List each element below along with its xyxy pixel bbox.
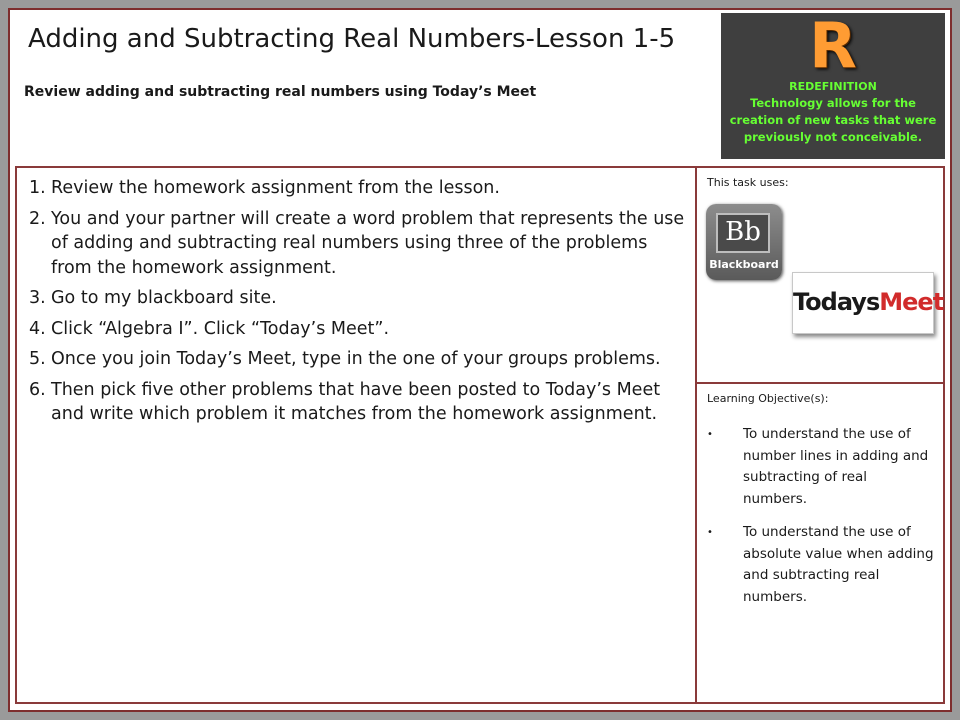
step-text: Click “Algebra I”. Click “Today’s Meet”.: [51, 318, 390, 339]
list-item: [29, 317, 689, 342]
badge-level: REDEFINITION: [789, 80, 877, 93]
bullet-icon: •: [707, 429, 713, 440]
tools-box: [695, 166, 945, 384]
todaysmeet-part1: Todays: [793, 288, 880, 316]
badge-letter: R: [809, 9, 857, 82]
list-item: [707, 522, 935, 608]
objectives-list: [707, 424, 935, 620]
page-title: Adding and Subtracting Real Numbers-Lesson 1-5: [28, 24, 676, 54]
step-number: 3.: [29, 288, 46, 308]
todaysmeet-logo-icon: [792, 272, 944, 334]
step-text: Then pick five other problems that have been posted to Today’s Meet and write which problem it matches from the homework assignment.: [51, 379, 661, 424]
todaysmeet-part2: Meet: [879, 288, 944, 316]
step-text: You and your partner will create a word problem that represents the use of adding and subtracting real numbers using three of the problems from the homework assignment.: [51, 208, 685, 278]
list-item: [707, 424, 935, 510]
bullet-icon: •: [707, 527, 713, 538]
objective-text: To understand the use of number lines in adding and subtracting of real numbers.: [743, 426, 929, 507]
step-number: 6.: [29, 379, 46, 400]
badge-description: Technology allows for the creation of new tasks that were previously not conceivable.: [729, 96, 937, 144]
step-text: Once you join Today’s Meet, type in the one of your groups problems.: [51, 349, 661, 369]
blackboard-logo-icon: [706, 204, 782, 280]
step-text: Go to my blackboard site.: [51, 288, 277, 308]
instructions-box: [15, 166, 697, 704]
list-item: [29, 286, 689, 311]
list-item: [29, 347, 689, 372]
blackboard-word: Blackboard: [709, 258, 779, 271]
blackboard-letters: Bb: [725, 217, 761, 247]
list-item: [29, 176, 689, 201]
step-number: 4.: [29, 318, 46, 339]
instructions-list: [29, 176, 689, 433]
objectives-label: Learning Objective(s):: [707, 392, 829, 405]
samr-badge: [721, 9, 945, 159]
list-item: [29, 378, 689, 427]
step-text: Review the homework assignment from the lesson.: [51, 178, 500, 198]
page-subtitle: Review adding and subtracting real numbers using Today’s Meet: [24, 84, 537, 100]
objective-text: To understand the use of absolute value when adding and subtracting real numbers.: [743, 524, 934, 605]
blackboard-chalkboard-icon: [716, 213, 770, 253]
list-item: [29, 207, 689, 281]
step-number: 1.: [29, 178, 46, 198]
objectives-box: [695, 382, 945, 704]
tools-label: This task uses:: [707, 176, 789, 189]
step-number: 5.: [29, 349, 46, 369]
step-number: 2.: [29, 208, 46, 229]
